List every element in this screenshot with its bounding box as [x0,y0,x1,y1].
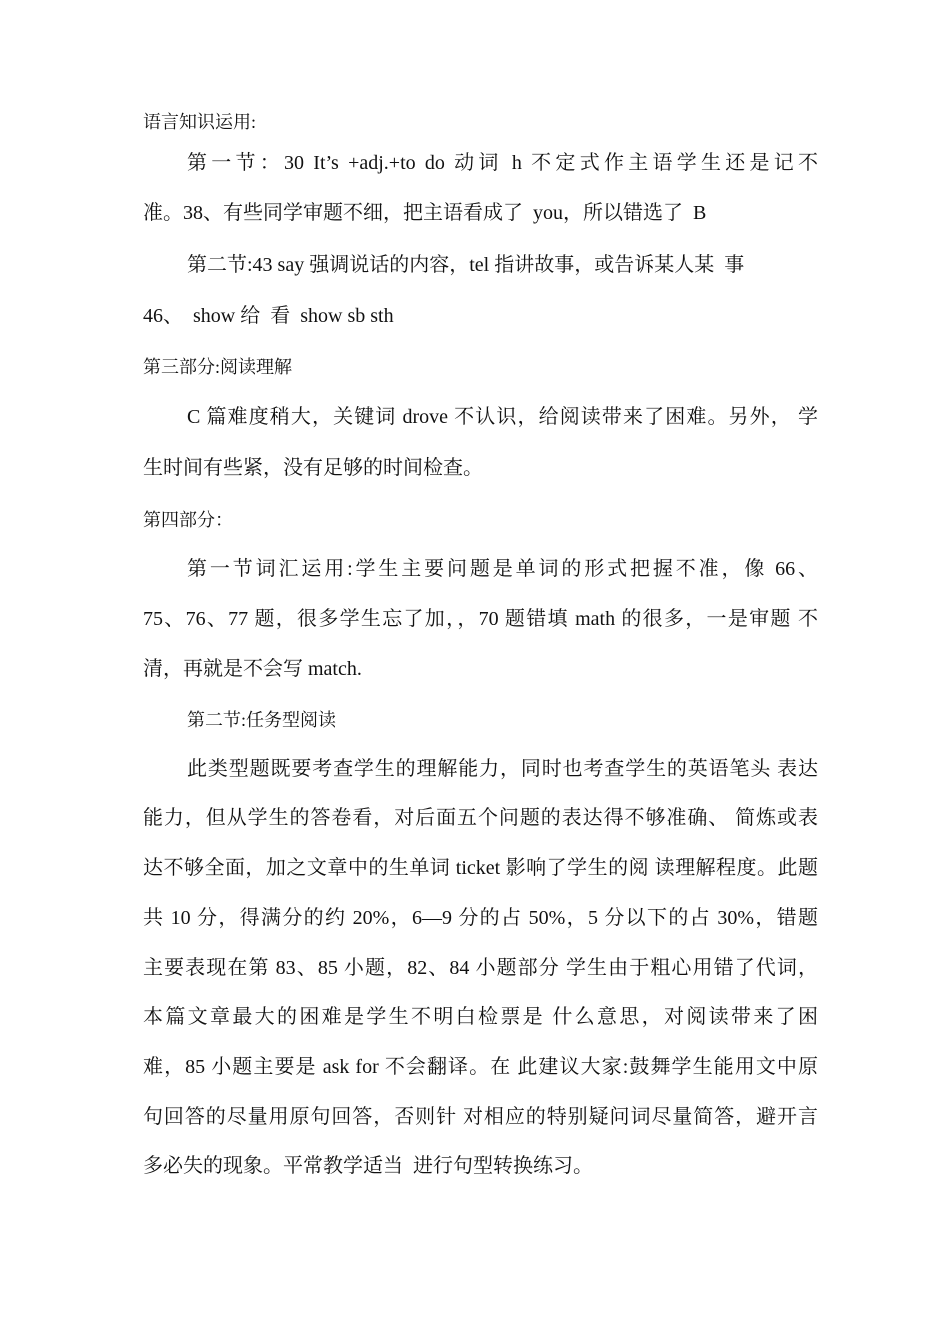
paragraph-line: 多必失的现象。平常教学适当 进行句型转换练习。 [143,1155,593,1177]
section-heading-part-four: 第四部分： [143,510,233,530]
paragraph-line: C 篇难度稍大，关键词 drove 不认识，给阅读带来了困难。另外， 学 [187,406,818,428]
paragraph-line: 能力，但从学生的答卷看，对后面五个问题的表达得不够准确、 简炼或表 [143,807,818,829]
paragraph-line: 46、 show 给 看 show sb sth [143,305,394,327]
paragraph-line: 第一节：30 It’s +adj.+to do 动词 h 不定式作主语学生还是记不 [187,152,818,174]
paragraph-line: 第一节词汇运用:学生主要问题是单词的形式把握不准，像 66、 [187,558,818,580]
subsection-heading-task-reading: 第二节:任务型阅读 [187,710,337,730]
paragraph-line: 清，再就是不会写 match. [143,658,362,680]
paragraph-line: 句回答的尽量用原句回答，否则针 对相应的特别疑问词尽量简答，避开言 [143,1106,818,1128]
paragraph-line: 生时间有些紧，没有足够的时间检查。 [143,457,483,479]
paragraph-line: 准。38、有些同学审题不细，把主语看成了 you，所以错选了 B [143,202,707,224]
paragraph-line: 达不够全面，加之文章中的生单词 ticket 影响了学生的阅 读理解程度。此题 [143,857,818,879]
paragraph-line: 难，85 小题主要是 ask for 不会翻译。在 此建议大家:鼓舞学生能用文中原 [143,1056,818,1078]
paragraph-line: 此类型题既要考查学生的理解能力，同时也考查学生的英语笔头 表达 [187,758,818,780]
paragraph-line: 本篇文章最大的困难是学生不明白检票是 什么意思，对阅读带来了困 [143,1006,818,1028]
section-heading-reading: 第三部分:阅读理解 [143,357,293,377]
paragraph-line: 主要表现在第 83、85 小题，82、84 小题部分 学生由于粗心用错了代词， [143,957,818,979]
section-heading-language-knowledge: 语言知识运用: [143,112,257,132]
paragraph-line: 第二节:43 say 强调说话的内容，tel 指讲故事，或告诉某人某 事 [187,254,745,276]
paragraph-line: 75、76、77 题，很多学生忘了加，，70 题错填 math 的很多，一是审题 不 [143,608,818,630]
paragraph-line: 共 10 分，得满分的约 20%，6—9 分的占 50%，5 分以下的占 30%，错题 [143,907,818,929]
